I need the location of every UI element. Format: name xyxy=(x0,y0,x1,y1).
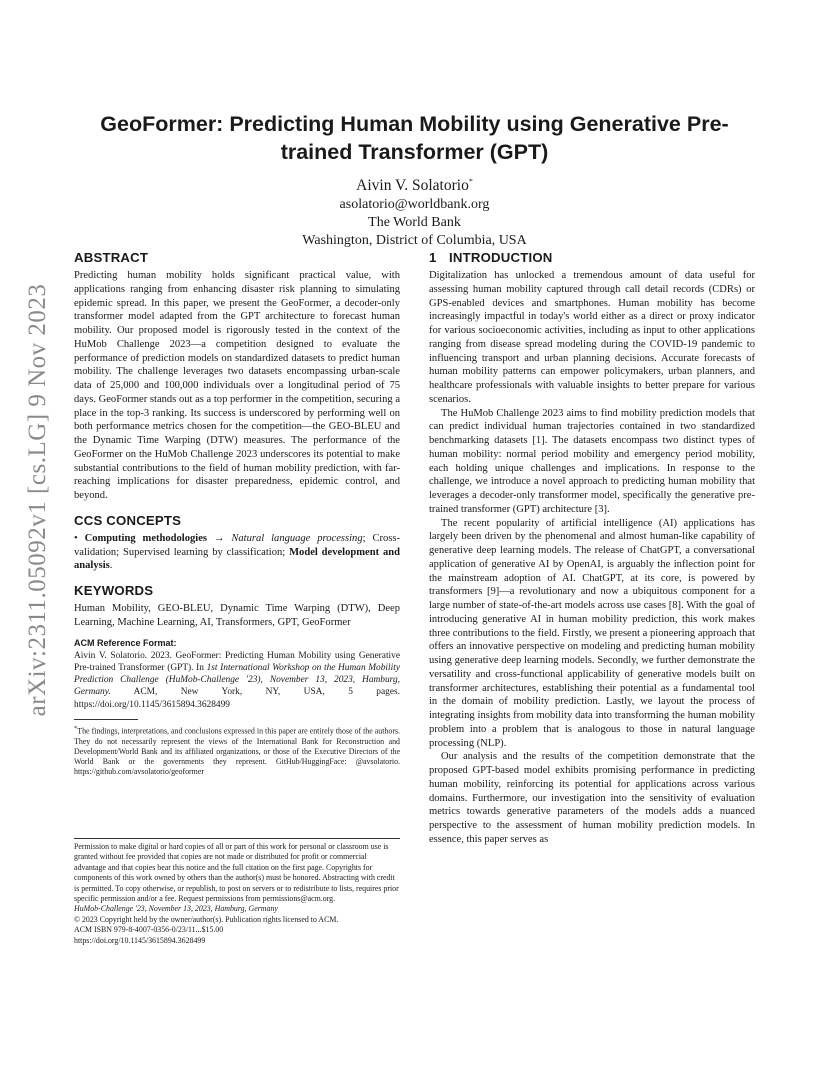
intro-paragraph-2: The HuMob Challenge 2023 aims to find mobility prediction models that can predict individual human trajectories contained in two standardized benchmarking datasets [1]. The datasets encompass two distinct types of human mobility: normal period mobility and emergency period mobility, each holding unique challenges and implications. In response to the challenge, we introduce a novel approach to predicting human mobility that leverages a decoder-only transformer model, specifically the generative pre-trained transformer (GPT) architecture [3]. xyxy=(429,407,755,515)
isbn-line: ACM ISBN 979-8-4007-0356-0/23/11...$15.00 xyxy=(74,925,224,935)
intro-paragraph-1: Digitalization has unlocked a tremendous amount of data useful for assessing human mobility captured through call detail records (CDRs) or GPS-enabled devices and smartphones. Human mobility has become increasingly impactful in today's world either as a direct or proxy indicator for various socioeconomic activities, including as input to other applications ranging from disease spread modeling during the COVID-19 pandemic to influencing transport and urban planning decisions. Accurate forecasts of human mobility patterns can empower policymakers, urban planners, and healthcare professionals with valuable insights to better prepare for various scenarios. xyxy=(429,270,755,405)
doi-line: https://doi.org/10.1145/3615894.3628499 xyxy=(74,935,206,945)
author-affiliation: The World Bank xyxy=(368,215,461,231)
keywords-heading: KEYWORDS xyxy=(74,583,154,598)
copyright-line: © 2023 Copyright held by the owner/author(s). Publication rights licensed to ACM. xyxy=(74,914,339,924)
abstract-text: Predicting human mobility holds significant practical value, with applications ranging from enhancing disaster risk planning to simulating epidemic spread. In this paper, we present the GeoFormer, a decoder-only transformer model adapted from the GPT architecture to forecast human mobility. Our proposed model is rigorously tested in the context of the HuMob Challenge 2023—a competition designed to evaluate the performance of prediction models on standardized datasets to predict human mobility. The challenge leverages two datasets encompassing urban-scale data of 25,000 and 100,000 individuals over a longitudinal period of 75 days. GeoFormer stands out as a top performer in the competition, securing a place in the top-3 ranking. Its success is underscored by performing well on both performance metrics chosen for the competition—the GEO-BLEU and the Dynamic Time Warping (DTW) measures. The performance of the GeoFormer on the HuMob Challenge 2023 underscores its potential to make substantial contributions to the field of human mobility prediction, with far-reaching implications for disaster preparedness, epidemic control, and beyond. xyxy=(74,270,400,501)
introduction-heading: 1 INTRODUCTION xyxy=(429,250,553,265)
author-name: Aivin V. Solatorio* xyxy=(356,177,473,195)
venue-line: HuMob-Challenge '23, November 13, 2023, Hamburg, Germany xyxy=(74,904,278,914)
intro-paragraph-3: The recent popularity of artificial intelligence (AI) applications has largely been driven by the phenomenal and almost human-like capability of generative deep learning models. The release of ChatGPT, a conversational application of generative AI by OpenAI, is arguably the inflection point for the mainstream adoption of AI. ChatGPT, at its core, is powered by transformers [9]—a revolutionary and now a ubiquitous component for a large number of state-of-the-art models across use cases [8]. With the goal of introducing generative AI in human mobility prediction, this work makes three contributions to the field. Firstly, we present a pioneering approach that offers an innovative perspective on modeling and predicting human mobility using generative deep learning models. Secondly, we further demonstrate the versatility and cross-functional applicability of generative models built on transformer architectures, establishing their potential as a fundamental tool in the domain of mobility prediction. Lastly, we layout the process of integrating insights from mobility data into transforming the human mobility problem into a problem that is analogous to those in natural language processing (NLP). xyxy=(429,517,755,749)
arxiv-identifier: arXiv:2311.05092v1 [cs.LG] 9 Nov 2023 xyxy=(24,283,51,717)
paper-title: GeoFormer: Predicting Human Mobility using Generative Pre-trained Transformer (GPT) xyxy=(100,112,729,164)
keywords-text: Human Mobility, GEO-BLEU, Dynamic Time Warping (DTW), Deep Learning, Machine Learning, AI, Transformers, GPT, GeoFormer xyxy=(74,603,400,628)
left-column xyxy=(74,250,400,778)
reference-format-heading: ACM Reference Format: xyxy=(74,637,177,648)
intro-paragraph-4: Our analysis and the results of the competition demonstrate that the proposed GPT-based model exhibits promising performance in predicting human mobility, reinforcing its potential for applications across various domains. Furthermore, our investigation into the sensitivity of evaluation metrics towards generative parameters of the models adds a nuanced perspective to the assessment of human mobility prediction models. In essence, this paper serves as xyxy=(429,751,755,845)
reference-format-text: Aivin V. Solatorio. 2023. GeoFormer: Predicting Human Mobility using Generative Pre-trained Transformer (GPT). In 1st International Workshop on the Human Mobility Prediction Challenge (HuMob-Challenge '23), November 13, 2023, Hamburg, Germany. ACM, New York, NY, USA, 5 pages. https://doi.org/10.1145/3615894.3628499 xyxy=(74,650,401,710)
ccs-text: • Computing methodologies → Natural language processing; Cross-validation; Supervised learning by classification; Model development and analysis. xyxy=(74,532,401,572)
abstract-heading: ABSTRACT xyxy=(74,250,149,265)
author-location: Washington, District of Columbia, USA xyxy=(302,233,527,249)
arxiv-sidebar xyxy=(0,0,80,1072)
author-footnote-mark: * xyxy=(468,177,473,186)
author-footnote: *The findings, interpretations, and conclusions expressed in this paper are entirely those of the authors. They do not necessarily represent the views of the International Bank for Reconstruction and Development/World Bank and its affiliated organizations, or those of the Executive Directors of the World Bank or the governments they represent. GitHub/HuggingFace: @avsolatorio. https://github.com/avsolatorio/geoformer xyxy=(74,724,400,777)
ccs-heading: CCS CONCEPTS xyxy=(74,512,182,528)
author-block xyxy=(74,172,755,250)
permission-block xyxy=(74,838,400,946)
right-column xyxy=(429,250,755,847)
author-email: asolatorio@worldbank.org xyxy=(339,197,490,213)
permission-text: Permission to make digital or hard copies of all or part of this work for personal or classroom use is granted without fee provided that copies are not made or distributed for profit or commercial advantage and that copies bear this notice and the full citation on the first page. Copyrights for components of this work owned by others than the author(s) must be honored. Abstracting with credit is permitted. To copy otherwise, or republish, to post on servers or to redistribute to lists, requires prior specific permission and/or a fee. Request permissions from permissions@acm.org. xyxy=(74,842,399,904)
footnote-rule xyxy=(74,719,138,720)
